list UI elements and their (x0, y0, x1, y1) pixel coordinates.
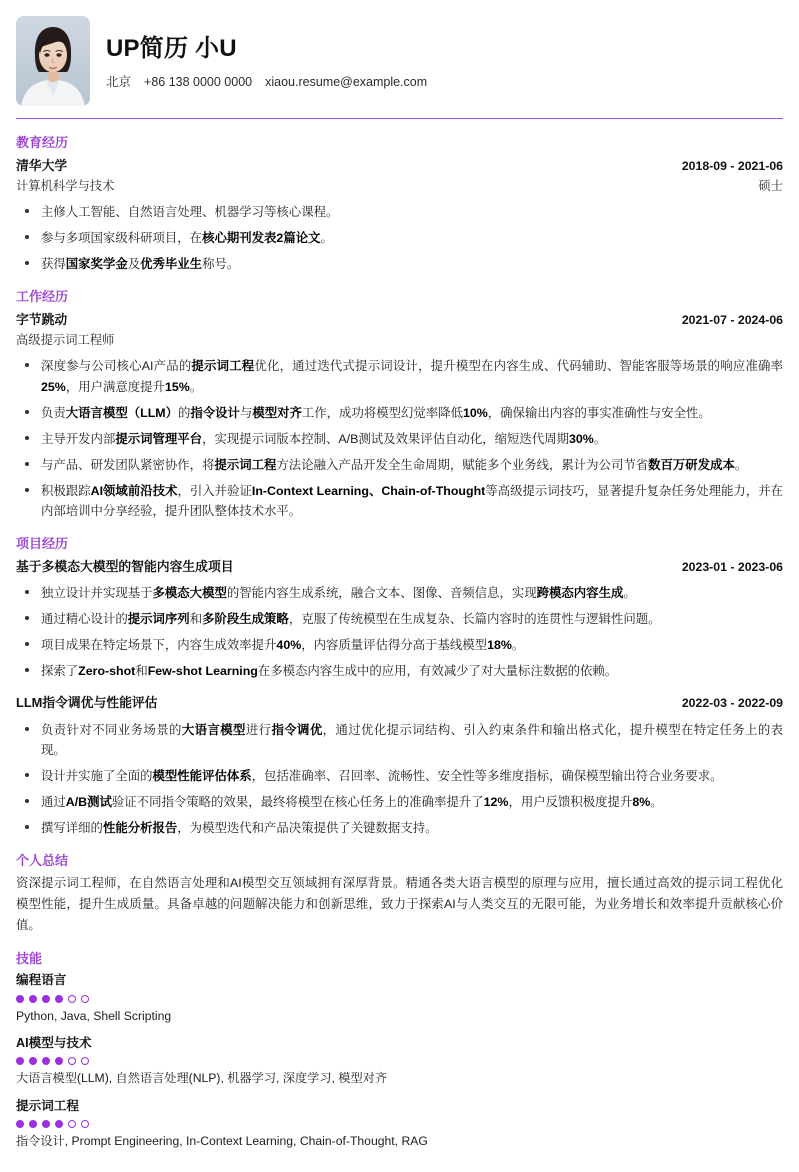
section-projects (16, 534, 783, 838)
page-title: UP简历 小U (106, 34, 237, 62)
entry-meta: 硕士 (758, 178, 783, 193)
dot-filled-icon (55, 1120, 63, 1128)
skill-list (16, 970, 783, 1151)
bullet-item: 负责大语言模型（LLM）的指令设计与模型对齐工作，成功将模型幻觉率降低10%，确保输出内容的事实准确性与安全性。 (16, 403, 783, 423)
contact-location: 北京 (106, 75, 132, 90)
bullet-item: 获得国家奖学金及优秀毕业生称号。 (16, 254, 783, 274)
contact-phone: +86 138 0000 0000 (144, 75, 253, 90)
section-title-skills: 技能 (16, 950, 43, 966)
experience-entry (16, 155, 783, 275)
header-divider (16, 118, 783, 119)
bullet-item: 项目成果在特定场景下，内容生成效率提升40%，内容质量评估得分高于基线模型18%。 (16, 635, 783, 655)
education-entries (16, 155, 783, 275)
dot-empty-icon (81, 1120, 89, 1128)
skill-items: Python, Java, Shell Scripting (16, 1008, 172, 1023)
entry-title: 字节跳动 (16, 311, 68, 327)
section-title-projects: 项目经历 (16, 536, 69, 552)
entry-title: 基于多模态大模型的智能内容生成项目 (16, 558, 234, 574)
bullet-item: 通过精心设计的提示词序列和多阶段生成策略，克服了传统模型在生成复杂、长篇内容时的连贯性与逻辑性问题。 (16, 609, 783, 629)
skill-group (16, 1096, 783, 1152)
summary-text: 资深提示词工程师，在自然语言处理和AI模型交互领域拥有深厚背景。精通各类大语言模型的原理与应用，擅长通过高效的提示词工程优化模型性能，提升生成质量。具备卓越的问题解决能力和创新思维，致力于探索AI与人类交互的无限可能，为业务增长和效率提升贡献核心价值。 (16, 876, 783, 933)
entry-sub-row (16, 176, 783, 196)
skill-group (16, 970, 783, 1026)
dot-empty-icon (68, 1057, 76, 1065)
skill-items: 指令设计, Prompt Engineering, In-Context Learning, Chain-of-Thought, RAG (16, 1133, 428, 1148)
skill-level-dots (16, 1057, 783, 1065)
dot-filled-icon (55, 1057, 63, 1065)
bullet-item: 负责针对不同业务场景的大语言模型进行指令调优，通过优化提示词结构、引入约束条件和输出格式化，提升模型在特定任务上的表现。 (16, 720, 783, 760)
identity-block (106, 32, 427, 90)
experience-entry (16, 309, 783, 521)
dot-filled-icon (29, 995, 37, 1003)
entry-subtitle: 高级提示词工程师 (16, 333, 115, 348)
bullet-item: 积极跟踪AI领域前沿技术，引入并验证In-Context Learning、Chain-of-Thought等高级提示词技巧，显著提升复杂任务处理能力，并在内部培训中分享经验，提升团队整体技术水平。 (16, 481, 783, 521)
dot-filled-icon (16, 1120, 24, 1128)
skill-name: AI模型与技术 (16, 1036, 92, 1051)
bullet-item: 主导开发内部提示词管理平台，实现提示词版本控制、A/B测试及效果评估自动化，缩短迭代周期30%。 (16, 429, 783, 449)
contact-email: xiaou.resume@example.com (265, 75, 428, 90)
bullet-item: 参与多项国家级科研项目，在核心期刊发表2篇论文。 (16, 228, 783, 248)
skill-level-dots (16, 995, 783, 1003)
skill-name: 提示词工程 (16, 1098, 79, 1113)
skill-group (16, 1033, 783, 1089)
avatar (16, 16, 90, 106)
entry-subtitle: 计算机科学与技术 (16, 178, 115, 193)
skill-items: 大语言模型(LLM), 自然语言处理(NLP), 机器学习, 深度学习, 模型对齐 (16, 1071, 388, 1086)
dot-empty-icon (81, 995, 89, 1003)
skill-name: 编程语言 (16, 973, 67, 988)
bullet-item: 独立设计并实现基于多模态大模型的智能内容生成系统，融合文本、图像、音频信息，实现跨模态内容生成。 (16, 583, 783, 603)
section-title-summary: 个人总结 (16, 852, 69, 868)
entry-date: 2021-07 - 2024-06 (681, 312, 783, 327)
section-title-education: 教育经历 (16, 135, 69, 150)
bullet-item: 深度参与公司核心AI产品的提示词工程优化，通过迭代式提示词设计，提升模型在内容生成、代码辅助、智能客服等场景的响应准确率25%，用户满意度提升15%。 (16, 356, 783, 396)
bullet-item: 主修人工智能、自然语言处理、机器学习等核心课程。 (16, 202, 783, 222)
section-summary (16, 851, 783, 936)
entry-title: 清华大学 (16, 157, 68, 173)
experience-entry (16, 692, 783, 838)
experience-entry (16, 556, 783, 682)
work-entries (16, 309, 783, 521)
dot-filled-icon (29, 1057, 37, 1065)
section-skills (16, 949, 783, 1151)
dot-filled-icon (16, 995, 24, 1003)
bullet-item: 撰写详细的性能分析报告，为模型迭代和产品决策提供了关键数据支持。 (16, 818, 783, 838)
dot-empty-icon (68, 995, 76, 1003)
entry-header-row (16, 556, 783, 577)
dot-filled-icon (42, 995, 50, 1003)
resume-header (16, 14, 783, 116)
bullet-item: 探索了Zero-shot和Few-shot Learning在多模态内容生成中的应用，有效减少了对大量标注数据的依赖。 (16, 661, 783, 681)
entry-title: LLM指令调优与性能评估 (16, 695, 158, 711)
project-entries (16, 556, 783, 838)
entry-date: 2022-03 - 2022-09 (681, 696, 783, 711)
contact-line (106, 72, 427, 90)
entry-header-row (16, 692, 783, 713)
entry-header-row (16, 155, 783, 176)
dot-filled-icon (16, 1057, 24, 1065)
dot-filled-icon (42, 1057, 50, 1065)
dot-filled-icon (29, 1120, 37, 1128)
dot-empty-icon (81, 1057, 89, 1065)
section-education (16, 133, 783, 274)
dot-filled-icon (42, 1120, 50, 1128)
entry-sub-row (16, 330, 783, 350)
bullet-item: 设计并实施了全面的模型性能评估体系，包括准确率、召回率、流畅性、安全性等多维度指标，确保模型输出符合业务要求。 (16, 766, 783, 786)
section-title-work: 工作经历 (16, 289, 69, 305)
bullet-item: 通过A/B测试验证不同指令策略的效果，最终将模型在核心任务上的准确率提升了12%，用户反馈积极度提升8%。 (16, 792, 783, 812)
section-work (16, 287, 783, 521)
bullet-item: 与产品、研发团队紧密协作，将提示词工程方法论融入产品开发全生命周期，赋能多个业务线，累计为公司节省数百万研发成本。 (16, 455, 783, 475)
entry-header-row (16, 309, 783, 330)
entry-date: 2018-09 - 2021-06 (681, 158, 783, 173)
skill-level-dots (16, 1120, 783, 1128)
dot-filled-icon (55, 995, 63, 1003)
entry-date: 2023-01 - 2023-06 (681, 559, 783, 574)
dot-empty-icon (68, 1120, 76, 1128)
